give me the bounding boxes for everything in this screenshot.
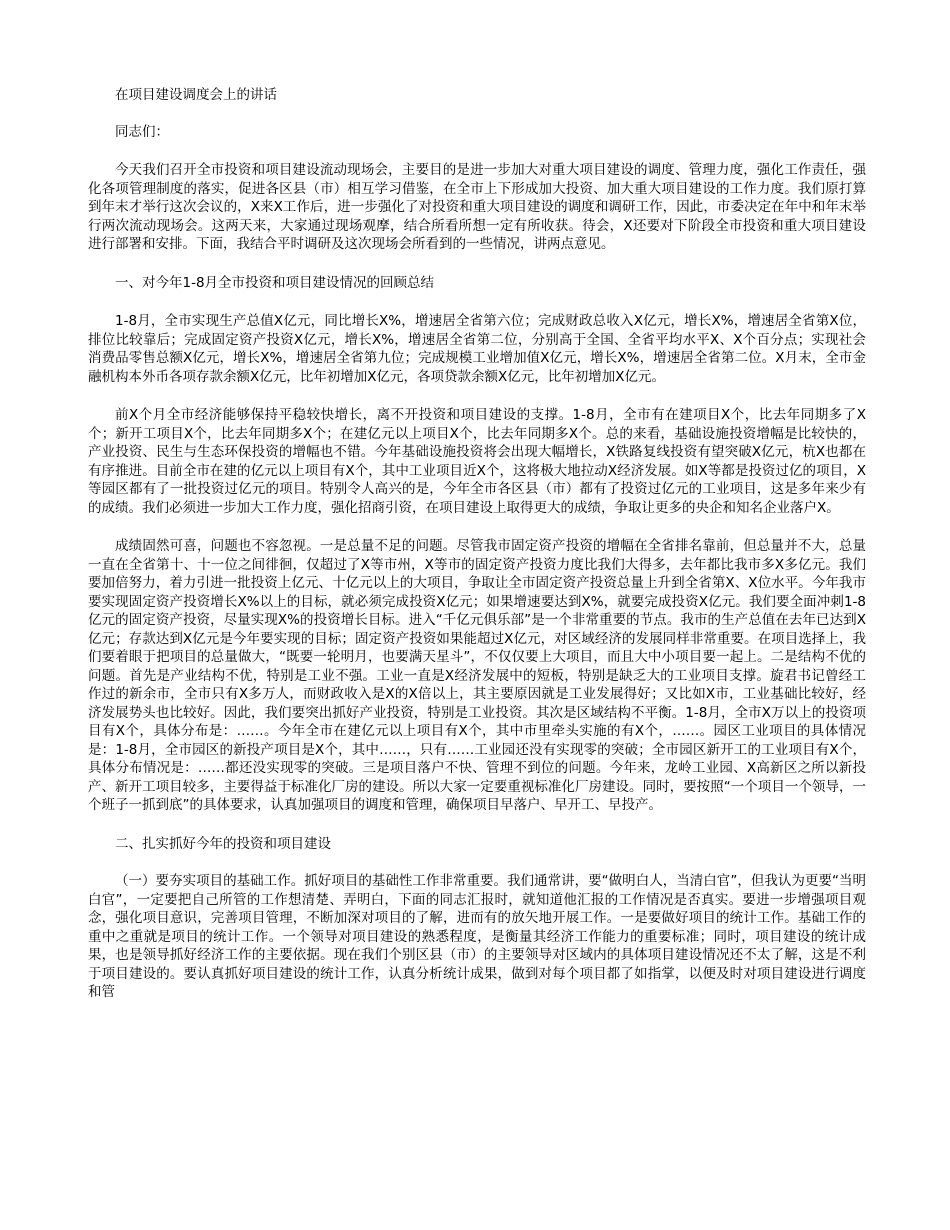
section-heading-2: 二、扎实抓好今年的投资和项目建设 bbox=[115, 835, 331, 852]
salutation: 同志们： bbox=[115, 123, 169, 140]
document-title: 在项目建设调度会上的讲话 bbox=[115, 87, 277, 103]
paragraph-investment-support: 前X个月全市经济能够保持平稳较快增长，离不开投资和项目建设的支撑。1-8月，全市有在建项目X个，比去年同期多了X个；新开工项目X个，比去年同期多X个；在建亿元以上项目X个，比去年同期多X个。总的来看，基础设施投资增幅是比较快的，产业投资、民生与生态环保投资的增幅也不错。今年基础设施投资将会出现大幅增长，X铁路复线投资有望突破X亿元，杭X也都在有序推进。目前全市在建的亿元以上项目有X个，其中工业项目近X个，这将极大地拉动X经济发展。如X等都是投资过亿的项目，X等园区都有了一批投资过亿元的项目。特别令人高兴的是，今年全市各区县（市）都有了投资过亿元的工业项目，这是多年来少有的成绩。我们必须进一步加大工作力度，强化招商引资，在项目建设上取得更大的成绩，争取让更多的央企和知名企业落户X。 bbox=[88, 407, 866, 516]
paragraph-opening: 今天我们召开全市投资和项目建设流动现场会，主要目的是进一步加大对重大项目建设的调度、管理力度，强化工作责任，强化各项管理制度的落实，促进各区县（市）相互学习借鉴，在全市上下形成加大投资、加大重大项目建设的工作力度。我们原打算到年末才举行这次会议的，X来X工作后，进一步强化了对投资和重大项目建设的调度和调研工作，因此，市委决定在年中和年末举行两次流动现场会。这两天来，大家通过现场观摩，结合所看所想一定有所收获。待会，X还要对下阶段全市投资和重大项目建设进行部署和安排。下面，我结合平时调研及这次现场会所看到的一些情况，讲两点意见。 bbox=[88, 162, 866, 252]
section-heading-1: 一、对今年1-8月全市投资和项目建设情况的回顾总结 bbox=[115, 274, 435, 291]
paragraph-foundation-work: （一）要夯实项目的基础工作。抓好项目的基础性工作非常重要。我们通常讲，要“做明白人，当清白官”，但我认为更要“当明白官”，一定要把自己所管的工作想清楚、弄明白，下面的同志汇报时，就知道他汇报的工作情况是否真实。要进一步增强项目观念，强化项目意识，完善项目管理，不断加深对项目的了解，进而有的放矢地开展工作。一是要做好项目的统计工作。基础工作的重中之重就是项目的统计工作。一个领导对项目建设的熟悉程度，是衡量其经济工作能力的重要标准；同时，项目建设的统计成果，也是领导抓好经济工作的主要依据。现在我们个别区县（市）的主要领导对区域内的具体项目建设情况还不太了解，这是不利于项目建设的。要认真抓好项目建设的统计工作，认真分析统计成果，做到对每个项目都了如指掌，以便及时对项目建设进行调度和管 bbox=[88, 873, 866, 1000]
paragraph-problems: 成绩固然可喜，问题也不容忽视。一是总量不足的问题。尽管我市固定资产投资的增幅在全省排名靠前，但总量并不大，总量一直在全省第十、十一位之间徘徊，仅超过了X等市州，X等市的固定资产投资力度比我们大得多，去年都比我市多X多亿元。我们要加倍努力，着力引进一批投资上亿元、十亿元以上的大项目，争取让全市固定资产投资总量上升到全省第X、X位水平。今年我市要实现固定资产投资增长X%以上的目标，就必须完成投资X亿元；如果增速要达到X%，就要完成投资X亿元。我们要全面冲刺1-8亿元的固定资产投资，尽量实现X%的投资增长目标。进入“千亿元俱乐部”是一个非常重要的节点。我市的生产总值在去年已达到X亿元；存款达到X亿元是今年要实现的目标；固定资产投资如果能超过X亿元，对区域经济的发展同样非常重要。在项目选择上，我们要着眼于把项目的总量做大，“既要一轮明月，也要满天星斗”，不仅仅要上大项目，而且大中小项目要一起上。二是结构不优的问题。首先是产业结构不优，特别是工业不强。工业一直是X经济发展中的短板，特别是缺乏大的工业项目支撑。旋君书记曾经工作过的新余市，全市只有X多万人，而财政收入是X的X倍以上，其主要原因就是工业发展得好；又比如X市，工业基础比较好，经济发展势头也比较好。因此，我们要突出抓好产业投资，特别是工业投资。其次是区域结构不平衡。1-8月，全市X万以上的投资项目有X个，具体分布是：……。今年全市在建亿元以上项目有X个，其中市里牵头实施的有X个，……。园区工业项目的具体情况是：1-8月，全市园区的新投产项目是X个，其中……，只有……工业园还没有实现零的突破；全市园区新开工的工业项目有X个，具体分布情况是：……都还没实现零的突破。三是项目落户不快、管理不到位的问题。今年来，龙岭工业园、X高新区之所以新投产、新开工项目较多，主要得益于标准化厂房的建设。所以大家一定要重视标准化厂房建设。同时，要按照“一个项目一个领导，一个班子一抓到底”的具体要求，认真加强项目的调度和管理，确保项目早落户、早开工、早投产。 bbox=[88, 538, 866, 813]
paragraph-economic-stats: 1-8月，全市实现生产总值X亿元，同比增长X%，增速居全省第六位；完成财政总收入X亿元，增长X%，增速居全省第X位，排位比较靠后；完成固定资产投资X亿元，增长X%，增速居全省第二位，分别高于全国、全省平均水平X、X个百分点；实现社会消费品零售总额X亿元，增长X%，增速居全省第九位；完成规模工业增加值X亿元，增长X%，增速居全省第二位。X月末，全市金融机构本外币各项存款余额X亿元，比年初增加X亿元，各项贷款余额X亿元，比年初增加X亿元。 bbox=[88, 313, 866, 385]
document-page bbox=[88, 86, 866, 1002]
